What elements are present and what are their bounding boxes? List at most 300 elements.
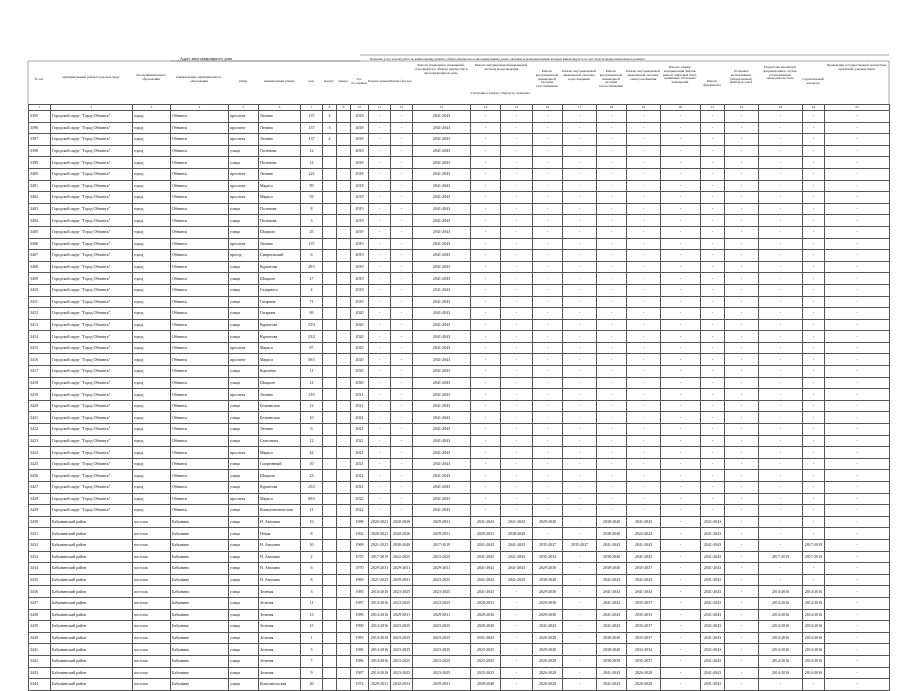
table-cell: -	[759, 215, 803, 227]
table-cell: -	[701, 331, 725, 343]
table-cell: -	[501, 400, 533, 412]
table-cell: -	[627, 284, 661, 296]
table-cell: 1969	[351, 574, 369, 586]
table-cell: проспект	[229, 342, 259, 354]
table-cell: -	[701, 424, 725, 436]
table-cell: 2023-2025	[471, 655, 501, 667]
table-cell: -	[501, 273, 533, 285]
table-cell: -	[369, 412, 391, 424]
table-cell: 2019	[351, 238, 369, 250]
table-row	[29, 238, 890, 250]
table-cell: -	[803, 528, 825, 540]
table-cell: город	[133, 377, 171, 389]
table-cell: 137	[301, 122, 323, 134]
table-cell: -	[533, 377, 563, 389]
table-cell: -	[661, 354, 701, 366]
table-cell: -	[533, 226, 563, 238]
table-cell: -	[369, 342, 391, 354]
table-cell: 1985	[351, 586, 369, 598]
table-cell: Бабынино	[171, 516, 229, 528]
table-cell: Городской округ "Город Обнинск"	[51, 470, 133, 482]
table-cell	[337, 470, 351, 482]
table-cell: -	[825, 655, 890, 667]
table-cell: улица	[229, 296, 259, 308]
table-cell	[323, 296, 337, 308]
table-cell: -	[501, 632, 533, 644]
table-cell	[323, 261, 337, 273]
table-cell: -	[725, 319, 759, 331]
table-row	[29, 644, 890, 656]
table-cell: 2014-2016	[759, 609, 803, 621]
table-row	[29, 470, 890, 482]
table-cell: -	[501, 621, 533, 633]
table-cell: улица	[229, 563, 259, 575]
address-caption: Адрес многоквартирного дома	[180, 56, 233, 61]
table-cell: 2021	[351, 447, 369, 459]
table-cell: Обнинск	[171, 296, 229, 308]
table-cell: -	[725, 679, 759, 691]
table-cell: -	[369, 226, 391, 238]
table-cell: -	[725, 482, 759, 494]
table-cell: 2041-2043	[413, 296, 471, 308]
table-cell: -	[803, 574, 825, 586]
table-cell: Городской округ "Город Обнинск"	[51, 145, 133, 157]
table-cell: 2020	[351, 377, 369, 389]
table-cell	[323, 145, 337, 157]
table-cell: -	[725, 667, 759, 679]
table-cell: 2020-2021	[369, 528, 391, 540]
table-cell: 2014-2016	[803, 621, 825, 633]
table-cell: 2020	[351, 354, 369, 366]
table-cell: 2029-2031	[471, 528, 501, 540]
table-cell: Городской округ "Город Обнинск"	[51, 493, 133, 505]
table-cell: 2035-2037	[627, 563, 661, 575]
table-cell: 2023-2025	[413, 551, 471, 563]
table-cell: -	[701, 261, 725, 273]
table-cell: -	[563, 122, 597, 134]
table-cell: -	[725, 157, 759, 169]
table-cell: -	[369, 389, 391, 401]
table-cell: -	[563, 528, 597, 540]
table-cell: улица	[229, 284, 259, 296]
table-cell: -	[391, 505, 413, 517]
table-cell: -	[391, 226, 413, 238]
table-cell: 6	[301, 563, 323, 575]
table-cell: 2014-2016	[803, 597, 825, 609]
table-cell: город	[133, 157, 171, 169]
table-cell: -	[627, 111, 661, 123]
table-cell: 2041-2043	[413, 308, 471, 320]
table-cell: 2029-2031	[391, 563, 413, 575]
table-cell: -	[627, 366, 661, 378]
table-cell: -	[701, 482, 725, 494]
table-cell: 2017-2019	[803, 551, 825, 563]
table-cell: -	[759, 447, 803, 459]
table-cell: -	[471, 470, 501, 482]
table-cell: -	[471, 505, 501, 517]
table-cell: Бабынинский район	[51, 609, 133, 621]
header-insulation: Утепление и ремонт	[470, 91, 500, 95]
table-cell: 3400	[29, 168, 51, 180]
table-cell: -	[471, 226, 501, 238]
table-row	[29, 679, 890, 691]
table-cell: 2041-2043	[501, 574, 533, 586]
table-cell: -	[759, 134, 803, 146]
table-cell: -	[471, 342, 501, 354]
table-cell: -	[759, 261, 803, 273]
table-cell: 2023-2025	[391, 586, 413, 598]
table-cell: -	[391, 424, 413, 436]
table-cell: -	[563, 597, 597, 609]
table-cell: -	[471, 203, 501, 215]
table-row	[29, 226, 890, 238]
table-cell: -	[661, 447, 701, 459]
table-cell: -	[501, 505, 533, 517]
table-cell: 15	[301, 621, 323, 633]
table-cell: -	[471, 354, 501, 366]
table-cell: -	[701, 203, 725, 215]
table-cell: улица	[229, 331, 259, 343]
table-cell: -	[369, 354, 391, 366]
table-cell: 23/2	[301, 331, 323, 343]
table-cell: 25/2	[301, 482, 323, 494]
table-cell: поселок	[133, 679, 171, 691]
table-cell: 12	[301, 145, 323, 157]
table-cell: Городской округ "Город Обнинск"	[51, 447, 133, 459]
table-cell	[323, 354, 337, 366]
table-cell: -	[803, 412, 825, 424]
table-cell: 2041-2043	[597, 586, 627, 598]
table-cell: -	[597, 250, 627, 262]
table-cell: -	[501, 296, 533, 308]
table-cell	[337, 296, 351, 308]
table-cell: -	[803, 563, 825, 575]
table-cell: Обнинск	[171, 192, 229, 204]
table-cell: -	[501, 203, 533, 215]
table-cell	[337, 655, 351, 667]
table-cell: 2023-2025	[413, 655, 471, 667]
table-row	[29, 192, 890, 204]
table-cell: 2017-2019	[803, 539, 825, 551]
table-cell: 2023-2025	[391, 655, 413, 667]
table-cell: 3418	[29, 377, 51, 389]
table-cell: -	[803, 284, 825, 296]
column-number: 9	[337, 105, 351, 111]
table-cell: -	[661, 366, 701, 378]
table-cell: Бабынино	[171, 644, 229, 656]
table-cell: -	[597, 273, 627, 285]
table-cell: Зеленая	[259, 609, 301, 621]
table-cell	[337, 458, 351, 470]
table-cell: -	[803, 331, 825, 343]
table-cell: -	[533, 458, 563, 470]
table-cell: 90/2	[301, 493, 323, 505]
table-cell: 3399	[29, 157, 51, 169]
table-cell: -	[725, 261, 759, 273]
table-cell: -	[391, 319, 413, 331]
table-cell: -	[661, 215, 701, 227]
repair-schedule-table	[28, 104, 890, 691]
table-cell: Обнинск	[171, 377, 229, 389]
table-cell: -	[825, 667, 890, 679]
table-cell: 2020	[351, 366, 369, 378]
table-cell: -	[369, 203, 391, 215]
table-cell: -	[661, 597, 701, 609]
table-cell: -	[627, 458, 661, 470]
table-cell: Обнинск	[171, 226, 229, 238]
table-cell: 2019	[351, 250, 369, 262]
table-cell: -	[701, 342, 725, 354]
table-cell: -	[825, 203, 890, 215]
table-cell: Городской округ "Город Обнинск"	[51, 458, 133, 470]
table-cell: -	[825, 284, 890, 296]
table-cell: -	[501, 389, 533, 401]
table-cell: 3432	[29, 539, 51, 551]
header-drainage: Ремонт внутридомовой инженерной системы водоотведения	[474, 63, 528, 71]
table-row	[29, 574, 890, 586]
table-cell: -	[661, 516, 701, 528]
table-cell: 2041-2043	[413, 493, 471, 505]
table-cell: -	[825, 447, 890, 459]
table-cell: -	[563, 470, 597, 482]
table-cell: город	[133, 284, 171, 296]
table-cell: -	[471, 389, 501, 401]
table-cell: 2023-2025	[391, 597, 413, 609]
table-cell: 3427	[29, 482, 51, 494]
table-cell: улица	[229, 679, 259, 691]
table-cell: 2041-2043	[701, 551, 725, 563]
table-cell: -	[597, 447, 627, 459]
table-cell: 3434	[29, 563, 51, 575]
table-cell: -	[661, 168, 701, 180]
table-cell	[323, 667, 337, 679]
table-cell: 2023-2025	[413, 621, 471, 633]
table-cell: Поленова	[259, 215, 301, 227]
table-cell: -	[501, 122, 533, 134]
table-cell: 2014-2016	[803, 644, 825, 656]
table-cell: -	[759, 377, 803, 389]
table-cell: 2021	[351, 482, 369, 494]
table-cell: 3422	[29, 424, 51, 436]
table-cell: 1988	[351, 516, 369, 528]
table-row	[29, 609, 890, 621]
table-cell: -	[391, 435, 413, 447]
table-cell: -	[471, 424, 501, 436]
table-cell	[337, 505, 351, 517]
table-cell: -	[725, 458, 759, 470]
table-cell: 2018	[351, 134, 369, 146]
table-cell: -	[803, 679, 825, 691]
table-cell: 27	[301, 273, 323, 285]
column-number: 11	[369, 105, 391, 111]
table-cell: 3442	[29, 655, 51, 667]
table-cell: 2014-2016	[803, 655, 825, 667]
table-cell: 2041-2043	[627, 539, 661, 551]
column-number: 7	[301, 105, 323, 111]
table-cell: Городской округ "Город Обнинск"	[51, 400, 133, 412]
table-cell: 2041-2043	[597, 667, 627, 679]
table-cell: 3	[323, 122, 337, 134]
table-cell: -	[803, 111, 825, 123]
table-cell: -	[803, 435, 825, 447]
table-cell: -	[725, 644, 759, 656]
table-cell: -	[627, 215, 661, 227]
table-cell: проспект	[229, 354, 259, 366]
table-cell: -	[563, 493, 597, 505]
table-cell: 1974	[351, 679, 369, 691]
table-cell: 2032-2034	[391, 679, 413, 691]
table-cell: -	[825, 482, 890, 494]
table-cell: -	[597, 331, 627, 343]
table-cell	[323, 551, 337, 563]
table-cell: 2	[323, 111, 337, 123]
table-cell: -	[725, 400, 759, 412]
table-cell: 2035-2033	[627, 609, 661, 621]
table-cell: -	[759, 319, 803, 331]
table-cell: -	[369, 215, 391, 227]
table-cell: 2014-2016	[369, 621, 391, 633]
table-cell: 2041-2043	[501, 516, 533, 528]
table-cell: проспект	[229, 192, 259, 204]
table-cell: -	[661, 157, 701, 169]
table-cell: 2023-2025	[391, 632, 413, 644]
table-cell: -	[759, 145, 803, 157]
table-cell	[323, 621, 337, 633]
table-cell: Гагарина	[259, 296, 301, 308]
table-cell: -	[725, 134, 759, 146]
table-cell: 2041-2043	[701, 539, 725, 551]
table-cell: -	[701, 435, 725, 447]
table-cell: -	[533, 192, 563, 204]
column-number: 4	[171, 105, 229, 111]
table-cell: 2041-2043	[627, 586, 661, 598]
table-cell: город	[133, 435, 171, 447]
table-cell: 2026-2028	[533, 655, 563, 667]
table-row	[29, 493, 890, 505]
table-cell: 2038-2040	[471, 679, 501, 691]
header-electric: Ремонт внутридомовой инженерной системы электроснабжения	[626, 69, 660, 81]
table-cell: 2038-2040	[597, 644, 627, 656]
table-cell: Ленина	[259, 111, 301, 123]
table-cell: -	[563, 621, 597, 633]
table-cell: -	[597, 400, 627, 412]
table-cell	[337, 563, 351, 575]
table-cell: улица	[229, 308, 259, 320]
table-cell: 2038-2040	[597, 551, 627, 563]
table-cell: Белкинская	[259, 412, 301, 424]
table-cell: -	[825, 551, 890, 563]
table-cell	[337, 284, 351, 296]
table-cell: -	[501, 586, 533, 598]
table-cell: -	[825, 424, 890, 436]
table-cell: -	[825, 180, 890, 192]
table-cell: -	[563, 563, 597, 575]
table-cell: 16	[301, 516, 323, 528]
table-cell: -	[759, 180, 803, 192]
table-cell	[337, 679, 351, 691]
table-cell: 2029-2030	[533, 516, 563, 528]
table-cell: 3403	[29, 203, 51, 215]
table-cell: 13	[301, 609, 323, 621]
table-cell: -	[533, 331, 563, 343]
table-cell: 20	[301, 679, 323, 691]
table-cell: Городской округ "Город Обнинск"	[51, 377, 133, 389]
table-cell: -	[369, 122, 391, 134]
table-cell: 2021	[351, 400, 369, 412]
table-cell	[337, 145, 351, 157]
column-number: 24	[803, 105, 825, 111]
table-cell	[337, 586, 351, 598]
table-cell	[337, 168, 351, 180]
table-cell: Ленина	[259, 122, 301, 134]
table-cell: -	[701, 296, 725, 308]
header-street-name: наименование улицы	[263, 79, 295, 83]
table-cell: -	[725, 296, 759, 308]
table-cell: Ленина	[259, 238, 301, 250]
table-cell: -	[759, 354, 803, 366]
table-cell: 2038-2040	[533, 574, 563, 586]
table-cell: -	[725, 389, 759, 401]
table-cell: Новая	[259, 528, 301, 540]
table-cell: 2041-2043	[471, 539, 501, 551]
table-cell	[337, 597, 351, 609]
table-cell: -	[563, 203, 597, 215]
table-cell	[323, 273, 337, 285]
table-cell: 2041-2043	[413, 134, 471, 146]
table-cell: -	[825, 528, 890, 540]
table-cell: -	[803, 377, 825, 389]
table-cell: -	[825, 111, 890, 123]
table-cell: -	[627, 250, 661, 262]
table-cell: -	[627, 134, 661, 146]
table-cell: -	[627, 238, 661, 250]
table-cell: 3417	[29, 366, 51, 378]
table-cell	[337, 366, 351, 378]
table-cell: 2023-2025	[413, 644, 471, 656]
table-row	[29, 563, 890, 575]
table-cell: -	[803, 145, 825, 157]
table-cell: город	[133, 366, 171, 378]
table-cell: -	[661, 574, 701, 586]
table-cell: -	[661, 505, 701, 517]
table-cell: 2041-2043	[413, 400, 471, 412]
table-cell: -	[759, 493, 803, 505]
table-cell: -	[501, 319, 533, 331]
table-cell: -	[563, 308, 597, 320]
table-row	[29, 632, 890, 644]
table-cell: 2041-2043	[501, 539, 533, 551]
table-cell: 8	[301, 528, 323, 540]
table-cell	[323, 516, 337, 528]
table-cell: -	[627, 435, 661, 447]
table-cell: 3438	[29, 609, 51, 621]
table-cell: город	[133, 122, 171, 134]
table-cell: улица	[229, 435, 259, 447]
table-cell: -	[627, 157, 661, 169]
table-cell: 2014-2016	[759, 655, 803, 667]
table-cell: 137	[301, 111, 323, 123]
table-cell: -	[725, 111, 759, 123]
table-cell: -	[661, 424, 701, 436]
table-cell: -	[725, 539, 759, 551]
table-cell: -	[471, 261, 501, 273]
table-cell: Городской округ "Город Обнинск"	[51, 192, 133, 204]
table-cell: -	[725, 493, 759, 505]
table-cell	[337, 308, 351, 320]
table-row	[29, 621, 890, 633]
table-cell: 10	[301, 539, 323, 551]
table-cell: 2017-2019	[369, 551, 391, 563]
